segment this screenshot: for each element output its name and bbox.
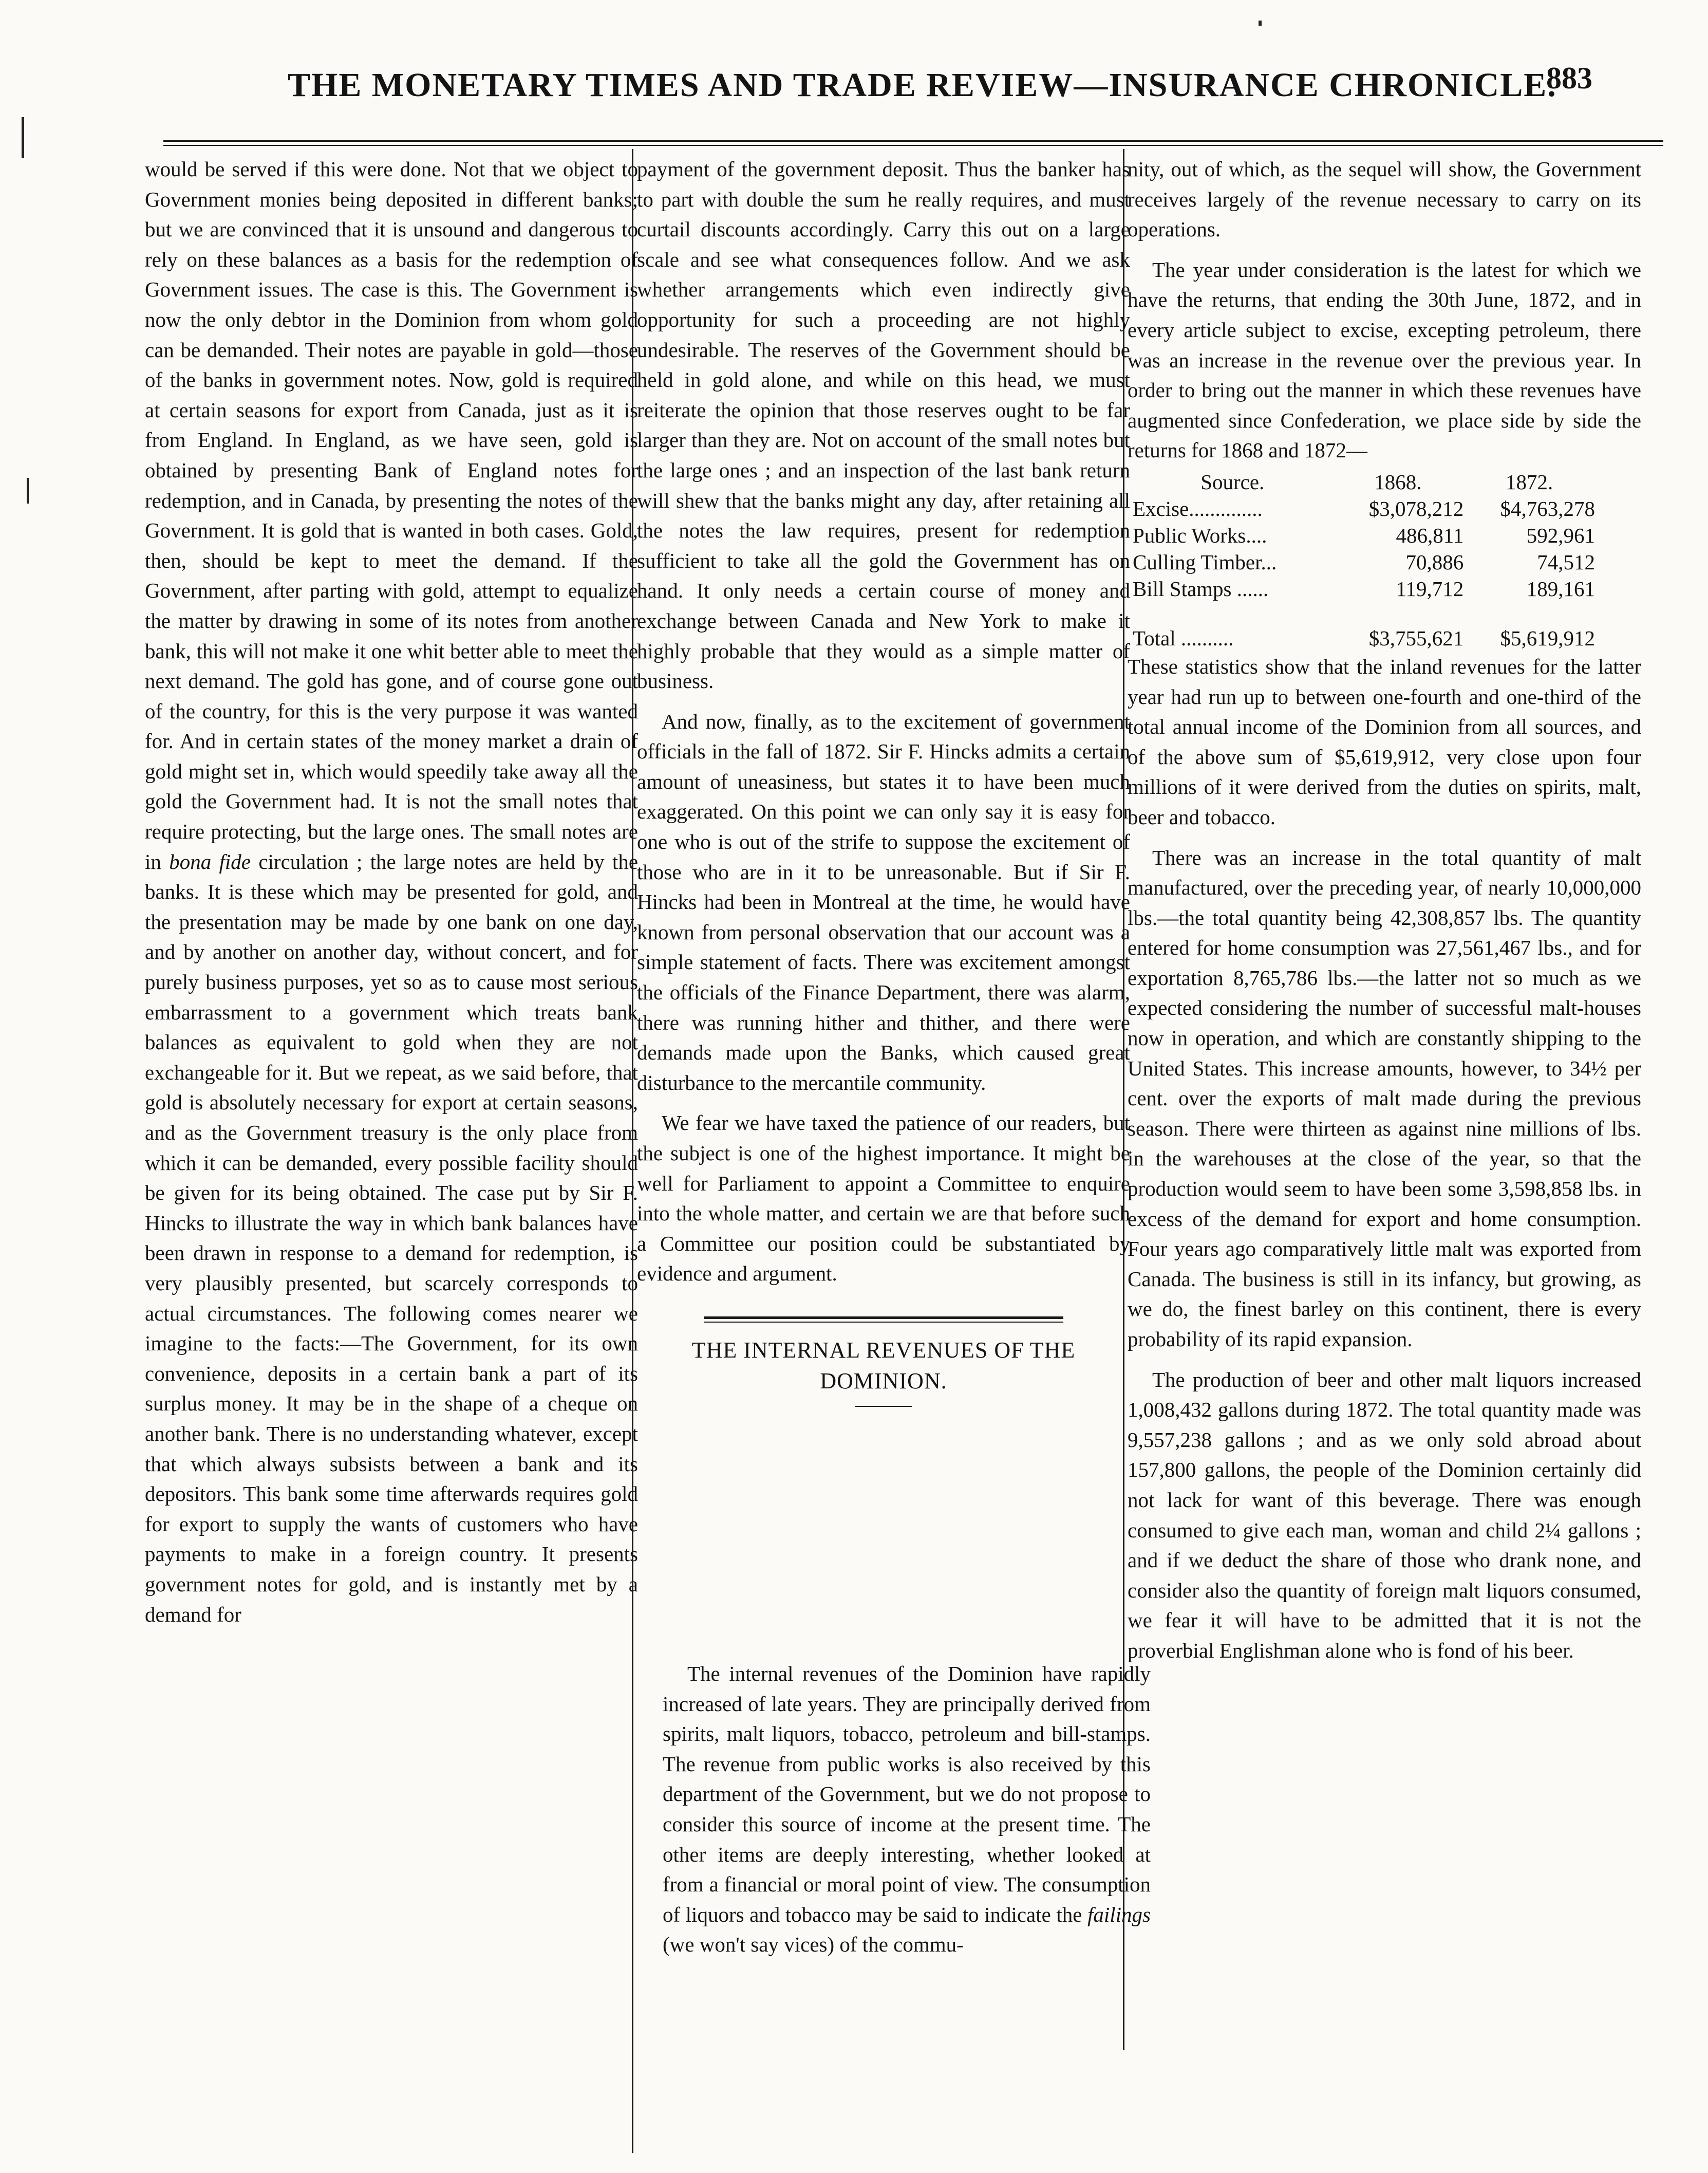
paragraph-text: The internal revenues of the Dominion have rapidly increased of late years. They are principally derived from spirits, malt liquors, tobacco, petroleum and bill-stamps. The revenue from public works is also received by this department of the Government, but we do not propose to consider this source of income at the present time. The other items are deeply interesting, whether looked at from a financial or moral point of view. The consumption of liquors and tobacco may be said to indicate the (663, 1662, 1151, 1926)
section-heading: THE INTERNAL REVENUES OF THE DOMINION. (691, 1337, 1076, 1394)
column-2-paragraph-1: payment of the government deposit. Thus the banker has to part with double the sum he really requires, and must curtail discounts accordingly. Carry this out on a large scale and see what consequences follow. And we ask whether arrangements which even indirectly give opportunity for such a proceeding are not highly undesirable. The reserves of the Government should be held in gold alone, and while on this head, we must reiterate the opinion that those reserves ought to be far larger than they are. Not on account of the small notes but the large ones ; and an inspection of the last bank return will shew that the banks might any day, after retaining all the notes the law requires, present for redemption sufficient to take all the gold the Government has on hand. It only needs a certain course of money and exchange between Canada and New York to make it highly probable that they would as a simple matter of business. (637, 157, 1130, 693)
table-cell: $4,763,278 (1500, 496, 1595, 521)
page-header-title: THE MONETARY TIMES AND TRADE REVIEW—INSURANCE CHRONICLE. (288, 66, 1557, 104)
table-header: 1872. (1505, 470, 1553, 494)
paragraph-text: (we won't say vices) of the commu- (663, 1933, 964, 1957)
table-row (1133, 495, 1595, 522)
table-cell: 592,961 (1526, 523, 1595, 547)
table-cell: 486,811 (1396, 523, 1464, 547)
table-cell: 189,161 (1526, 577, 1595, 601)
table-row (1133, 549, 1595, 575)
column-3-paragraph-4: There was an increase in the total quantity of malt manufactured, over the preceding year, of nearly 10,000,000 lbs.—the total quantity being 42,308,857 lbs. The quantity entered for home consumption was 27,561,467 lbs., and for exportation 8,765,786 lbs.—the latter not so much as we expected considering the number of successful malt-houses now in operation, and which are constantly shipping to the United States. This increase amounts, however, to 34½ per cent. over the exports of malt made during the previous season. There were thirteen as against nine millions of lbs. in the warehouses at the close of the year, so that the production would seem to have been some 3,598,858 lbs. in excess of the demand for export and home consumption. Four years ago comparatively little malt was exported from Canada. The business is still in its infancy, but growing, as we do, the finest barley on this continent, there is every probability of its rapid expansion. (1128, 845, 1641, 1351)
column-3-paragraph-2: The year under consideration is the latest for which we have the returns, that ending the 30th June, 1872, and in every article subject to excise, excepting petroleum, there was an increase in the revenue over the previous year. In order to bring out the manner in which these revenues have augmented since Confederation, we place side by side the returns for 1868 and 1872— (1128, 257, 1641, 462)
revenue-table (1133, 469, 1595, 652)
scan-mark (27, 478, 29, 504)
table-cell: Excise.............. (1133, 496, 1263, 521)
table-cell: Culling Timber... (1133, 550, 1277, 574)
table-cell: Public Works.... (1133, 523, 1267, 547)
table-header: Source. (1200, 470, 1265, 494)
table-cell: Bill Stamps ...... (1133, 577, 1269, 601)
table-header: 1868. (1374, 470, 1422, 494)
column-3-paragraph-5: The production of beer and other malt liquors increased 1,008,432 gallons during 1872. The total quantity made was 9,557,238 gallons ; and as we only sold abroad about 157,800 gallons, the people of the Dominion certainly did not lack for want of this beverage. There was enough consumed to give each man, woman and child 2¼ gallons ; and if we deduct the share of those who drank none, and consider also the quantity of foreign malt liquors consumed, we fear it will have to be admitted that it is not the proverbial Englishman alone who is fond of his beer. (1128, 1367, 1641, 1662)
table-cell: $3,755,621 (1368, 626, 1464, 650)
column-1 (145, 154, 638, 1629)
table-cell: Total .......... (1133, 626, 1234, 650)
column-2-lower (663, 1659, 1151, 1960)
column-2-paragraph-3: We fear we have taxed the patience of our readers, but the subject is one of the highest importance. It might be well for Parliament to appoint a Committee to enquire into the whole matter, and certain we are that before such a Committee our position could be substantiated by evidence and argument. (637, 1111, 1130, 1286)
table-cell: $5,619,912 (1500, 626, 1595, 650)
paragraph-text: would be served if this were done. Not that we object to Government monies being deposited in different banks; but we are convinced that it is unsound and dangerous to rely on these balances as a basis for the redemption of Government issues. The case is this. The Government is now the only debtor in the Dominion from whom gold can be demanded. Their notes are payable in gold—those of the banks in government notes. Now, gold is required at certain seasons for export from Canada, just as it is from England. In England, as we have seen, gold is obtained by presenting Bank of England notes for redemption, and in Canada, by presenting the notes of the Government. It is gold that is wanted in both cases. Gold, then, should be kept to meet the demand. If the Government, after parting with gold, attempt to equalize the matter by drawing in some of its notes from another bank, this will not make it one whit better able to meet the next demand. The gold has gone, and of course gone out of the country, for this is the very purpose it was wanted for. And in certain states of the money market a drain of gold might set in, which would speedily take away all the gold the Government had. It is not the small notes that require protecting, but the large ones. The small notes are in (145, 157, 638, 874)
table-row (1133, 522, 1595, 549)
heading-underline (855, 1406, 912, 1407)
column-2-paragraph-4 (663, 1659, 1151, 1960)
column-3-paragraph-3: These statistics show that the inland revenues for the latter year had run up to between one-fourth and one-third of the total annual income of the Dominion from all sources, and of the above sum of $5,619,912, very close upon four millions of it were derived from the duties on spirits, malt, beer and tobacco. (1128, 654, 1641, 829)
column-2 (637, 154, 1130, 1552)
paragraph-text: circulation ; the large notes are held by the banks. It is these which may be presented for gold, and the presentation may be made by one bank on one day, and by another on another day, without concert, and for purely business purposes, yet so as to cause most serious embarrassment to a government which treats bank balances as equivalent to gold when they are not exchangeable for it. But we repeat, as we said before, that gold is absolutely necessary for export at certain seasons, and as the Government treasury is the only place from which it can be demanded, every possible facility should be given for its being obtained. The case put by Sir F. Hincks to illustrate the way in which bank balances have been drawn in response to a demand for redemption, is very plausibly presented, but scarcely corresponds to actual circumstances. The following comes nearer we imagine to the facts:—The Government, for its own convenience, deposits in a certain bank a part of its surplus money. It may be in the shape of a cheque on another bank. There is no understanding whatever, except that which always subsists between a bank and its depositors. This bank some time afterwards requires gold for export to supply the wants of customers who have payments to make in a foreign country. It presents government notes for gold, and is instantly met by a demand for (145, 849, 639, 1626)
italic-phrase: bona fide (169, 849, 251, 874)
header-rule (163, 140, 1663, 146)
table-cell: 119,712 (1396, 577, 1464, 601)
scan-mark (22, 117, 24, 158)
table-cell: 70,886 (1405, 550, 1464, 574)
column-3-paragraph-1: nity, out of which, as the sequel will show, the Government receives largely of the revenue necessary to carry on its operations. (1128, 157, 1641, 242)
table-row (1133, 575, 1595, 602)
table-header-row (1133, 469, 1595, 495)
table-cell: 74,512 (1537, 550, 1595, 574)
scan-mark (1259, 21, 1262, 26)
italic-word: failings (1087, 1902, 1151, 1926)
section-divider (704, 1316, 1063, 1323)
column-2-paragraph-2: And now, finally, as to the excitement of government officials in the fall of 1872. Sir F. Hincks admits a certain amount of uneasiness, but states it to have been much exaggerated. On this point we can only say it is easy for one who is out of the strife to suppose the excitement of those who are in it to be unreasonable. But if Sir F. Hincks had been in Montreal at the time, he would have known from personal observation that our account was a simple statement of facts. There was excitement amongst the officials of the Finance Department, there was alarm, there was running hither and thither, and there were demands made upon the Banks, which caused great disturbance to the mercantile community. (637, 709, 1130, 1094)
column-1-paragraph (145, 154, 638, 1629)
table-total-row (1133, 602, 1595, 652)
column-3 (1128, 154, 1641, 1666)
page-number: 883 (1546, 61, 1592, 95)
table-cell: $3,078,212 (1368, 496, 1464, 521)
